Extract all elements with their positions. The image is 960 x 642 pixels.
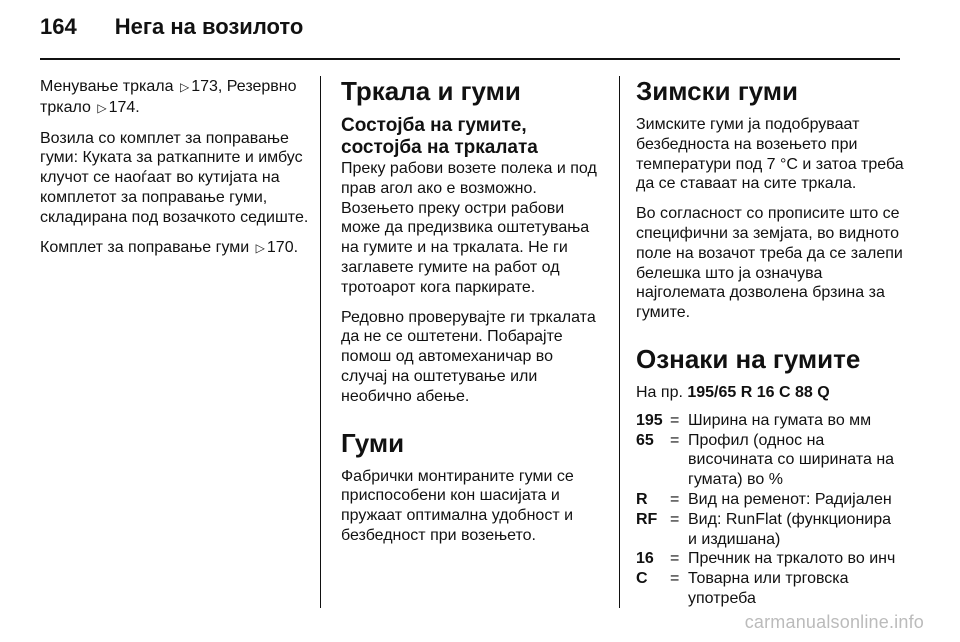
page-link-173[interactable]: 173 xyxy=(191,78,218,95)
paragraph-check-wheels: Редовно проверувајте ги тркалата да не се оштетени. Побарајте помош од автомеханичар во случај на оштетување или необично абење. xyxy=(341,308,596,405)
tyre-code: C xyxy=(636,570,648,588)
heading-tyre-markings: Ознаки на гумите xyxy=(636,343,861,374)
reference-arrow-icon: ▷ xyxy=(179,80,190,94)
reference-arrow-icon: ▷ xyxy=(255,240,265,255)
tyre-code-row xyxy=(636,510,904,550)
paragraph-kerbs: Преку рабови возете полека и под прав агол ако е возможно. Возењето преку остри рабови може да предизвика оштетувања на гумите и на тркалата. Не ги заглавете гумите на работ од тротоарот кога паркирате. xyxy=(341,160,597,296)
tyre-marking-example: На пр. 195/65 R 16 C 88 Q xyxy=(636,383,830,401)
tyre-code-row xyxy=(636,549,904,569)
tyre-code-row xyxy=(636,490,904,510)
page-number: 164 xyxy=(40,14,77,39)
tyre-code: R xyxy=(636,490,648,508)
tyre-code: RF xyxy=(636,510,658,528)
tyre-code: 195 xyxy=(636,411,663,429)
tyre-code-description: Вид: RunFlat (функционира и издишана) xyxy=(688,510,892,548)
equals-sign: = xyxy=(670,550,680,568)
watermark: carmanualsonline.info xyxy=(744,612,924,632)
equals-sign: = xyxy=(670,411,680,429)
tyre-code-description: Пречник на тркалото во инч xyxy=(688,550,896,568)
header-divider xyxy=(40,58,900,60)
tyre-code-description: Товарна или трговска употреба xyxy=(688,570,849,607)
heading-tyres: Гуми xyxy=(341,427,405,458)
column-2 xyxy=(341,77,603,556)
equals-sign: = xyxy=(670,510,680,528)
paragraph-repair-kit-location: Возила со комплет за поправање гуми: Куката за раткапните и имбус клучот се наоѓаат во кутијата на комплетот за поправање гуми, складирана под возачкото седиште. xyxy=(40,129,309,226)
equals-sign: = xyxy=(670,431,680,449)
column-3 xyxy=(636,77,904,609)
tyre-code: 65 xyxy=(636,431,654,449)
paragraph-winter-safety: Зимските гуми ја подобруваат безбедноста на возењето при температури под 7 °C и затоа треба да се ставаат на сите тркала. xyxy=(636,116,904,193)
equals-sign: = xyxy=(670,490,680,508)
paragraph-repair-kit-ref: Комплет за поправање гуми ▷ 170. xyxy=(40,238,299,256)
page-link-170[interactable]: 170 xyxy=(266,238,294,256)
heading-wheels-tyres: Тркала и гуми xyxy=(341,76,521,106)
column-divider-1 xyxy=(320,76,321,608)
page-link-174[interactable]: 174 xyxy=(108,98,136,116)
column-divider-2 xyxy=(619,76,620,608)
heading-winter-tyres: Зимски гуми xyxy=(636,76,799,106)
section-title: Нега на возилото xyxy=(114,14,304,39)
tyre-code: 16 xyxy=(636,550,654,568)
example-code: 195/65 R 16 C 88 Q xyxy=(687,383,830,401)
tyre-code-row xyxy=(636,569,904,609)
equals-sign: = xyxy=(670,570,680,588)
tyre-code-row xyxy=(636,411,904,431)
page-header xyxy=(40,14,920,56)
reference-arrow-icon: ▷ xyxy=(97,100,107,115)
tyre-codes-table xyxy=(636,411,904,609)
tyre-code-description: Вид на ременот: Радијален xyxy=(688,490,892,508)
paragraph-speed-label: Во согласност со прописите што се специфични за земјата, во видното поле на возачот треба да се залепи белешка што ја означува најголемата дозволена брзина за гумите. xyxy=(636,205,903,322)
column-1 xyxy=(40,77,312,268)
tyre-code-description: Ширина на гумата во мм xyxy=(688,411,872,429)
tyre-code-description: Профил (однос на височината со ширината на гумата) во % xyxy=(688,431,895,489)
heading-tyre-condition: Состојба на гумите, состојба на тркалата xyxy=(341,115,538,158)
paragraph-factory-tyres: Фабрички монтираните гуми се приспособени кон шасијата и пружаат оптимална удобност и безбедност при возењето. xyxy=(341,467,574,544)
paragraph-wheel-refs: Менување тркала ▷ 173, Резервно тркало ▷ 174. xyxy=(40,78,297,116)
tyre-code-row xyxy=(636,431,904,490)
